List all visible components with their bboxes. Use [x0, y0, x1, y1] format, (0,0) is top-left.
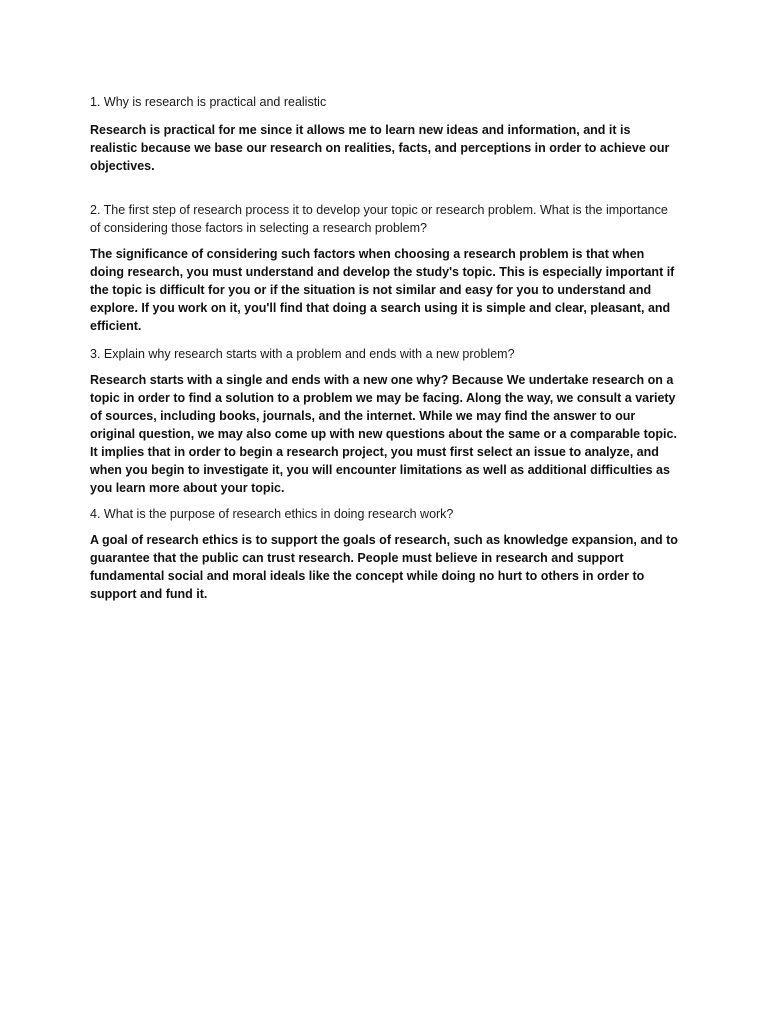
answer-2: The significance of considering such factors when choosing a research problem is that when doing research, you must understand and develop the study's topic. This is especially important if the topic is difficult for you or if the situation is not similar and easy for you to understand and explore. If you work on it, you'll find that doing a search using it is simple and clear, pleasant, and efficient. — [90, 247, 675, 333]
answer-3: Research starts with a single and ends with a new one why? Because We undertake research on a topic in order to find a solution to a problem we may be facing. Along the way, we consult a variety of sources, including books, journals, and the internet. While we may find the answer to our original question, we may also come up with new questions about the same or a comparable topic. It implies that in order to begin a research project, you must first select an issue to analyze, and when you begin to investigate it, you will encounter limitations as well as additional difficulties as you learn more about your topic. — [90, 373, 677, 495]
question-1: 1. Why is research is practical and realistic — [90, 95, 327, 109]
question-2: 2. The first step of research process it to develop your topic or research problem. What is the importance of considering those factors in selecting a research problem? — [90, 203, 668, 235]
document-page — [90, 93, 680, 613]
answer-4: A goal of research ethics is to support the goals of research, such as knowledge expansion, and to guarantee that the public can trust research. People must believe in research and support fundamental social and moral ideals like the concept while doing no hurt to others in order to support and fund it. — [90, 533, 678, 601]
question-4: 4. What is the purpose of research ethics in doing research work? — [90, 507, 454, 521]
answer-1: Research is practical for me since it allows me to learn new ideas and information, and it is realistic because we base our research on realities, facts, and perceptions in order to achieve our objectives. — [90, 123, 670, 173]
question-3: 3. Explain why research starts with a problem and ends with a new problem? — [90, 347, 515, 361]
